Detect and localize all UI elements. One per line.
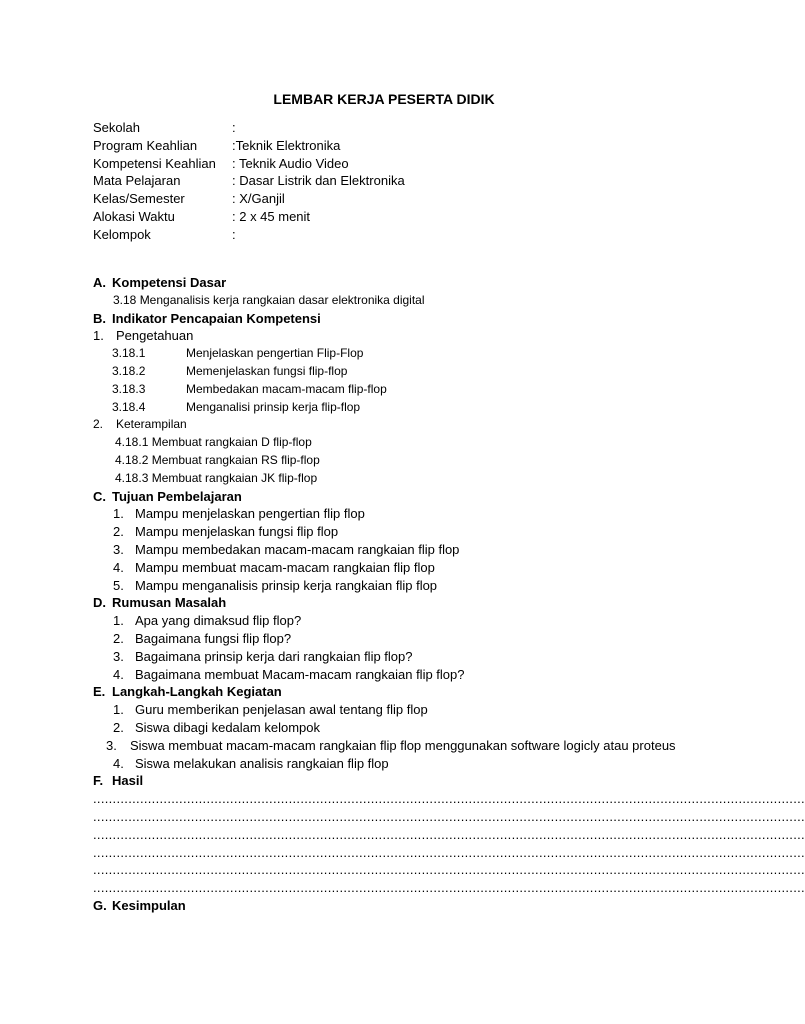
info-row [93, 119, 405, 137]
answer-line[interactable]: ...................................................................................................................................................................................... [93, 844, 805, 860]
list-item: 4. Siswa melakukan analisis rangkaian flip flop [113, 755, 389, 771]
answer-line[interactable]: ...................................................................................................................................................................................... [93, 791, 805, 807]
worksheet-body [93, 274, 805, 915]
info-value: : Teknik Audio Video [232, 155, 349, 171]
section-heading-g: G. Kesimpulan [93, 897, 186, 913]
info-row [93, 137, 405, 155]
info-table [93, 119, 405, 244]
info-value: :Teknik Elektronika [232, 137, 341, 153]
indikator-item: 3.18.3 Membedakan macam-macam flip-flop [112, 381, 387, 396]
list-item: 4. Mampu membuat macam-macam rangkaian flip flop [113, 559, 435, 575]
indikator-item: 3.18.4 Menganalisi prinsip kerja flip-flop [112, 399, 361, 414]
answer-line[interactable]: ...................................................................................................................................................................................... [93, 826, 805, 842]
info-value: : [232, 120, 236, 135]
answer-line[interactable]: ...................................................................................................................................................................................... [93, 880, 805, 896]
keterampilan-item: 4.18.3 Membuat rangkaian JK flip-flop [115, 470, 318, 485]
indikator-item: 3.18.2 Memenjelaskan fungsi flip-flop [112, 363, 348, 378]
section-heading-a: A. Kompetensi Dasar [93, 275, 227, 290]
keterampilan-heading: 2. Keterampilan [93, 417, 187, 432]
list-item: 3. Bagaimana prinsip kerja dari rangkaian flip flop? [113, 648, 413, 664]
info-value: : 2 x 45 menit [232, 208, 311, 224]
info-label: Alokasi Waktu [93, 208, 175, 224]
list-item: 1. Apa yang dimaksud flip flop? [113, 613, 302, 629]
kompetensi-dasar-item: 3.18 Menganalisis kerja rangkaian dasar elektronika digital [113, 292, 425, 307]
info-label: Kelompok [93, 226, 151, 242]
section-heading-c: C. Tujuan Pembelajaran [93, 488, 242, 504]
info-value: : [232, 226, 236, 242]
list-item: 1. Guru memberikan penjelasan awal tentang flip flop [113, 702, 428, 718]
info-label: Kompetensi Keahlian [93, 155, 216, 171]
answer-line[interactable]: ...................................................................................................................................................................................... [93, 808, 805, 824]
list-item: 2. Mampu menjelaskan fungsi flip flop [113, 524, 339, 540]
info-row [93, 190, 405, 208]
section-heading-f: F. Hasil [93, 773, 144, 789]
list-item: 2. Bagaimana fungsi flip flop? [113, 630, 292, 646]
section-heading-b: B. Indikator Pencapaian Kompetensi [93, 310, 321, 326]
list-item: 1. Mampu menjelaskan pengertian flip flop [113, 506, 365, 522]
info-label: Kelas/Semester [93, 191, 185, 207]
info-row [93, 155, 405, 173]
list-item: 4. Bagaimana membuat Macam-macam rangkaian flip flop? [113, 666, 465, 682]
list-item: 2. Siswa dibagi kedalam kelompok [113, 719, 320, 735]
info-row [93, 208, 405, 226]
info-label: Program Keahlian [93, 137, 198, 153]
info-label: Sekolah [93, 120, 140, 135]
page-title: LEMBAR KERJA PESERTA DIDIK [273, 91, 495, 107]
answer-line[interactable]: ...................................................................................................................................................................................... [93, 862, 805, 878]
pengetahuan-heading: 1. Pengetahuan [93, 328, 194, 344]
info-row [93, 226, 405, 244]
list-item: 5. Mampu menganalisis prinsip kerja rangkaian flip flop [113, 577, 438, 593]
list-item: 3. Siswa membuat macam-macam rangkaian flip flop menggunakan software logicly atau proteus [106, 737, 676, 753]
info-value: : Dasar Listrik dan Elektronika [232, 173, 405, 189]
list-item: 3. Mampu membedakan macam-macam rangkaian flip flop [113, 541, 460, 557]
info-row [93, 172, 405, 190]
keterampilan-item: 4.18.1 Membuat rangkaian D flip-flop [115, 435, 312, 450]
section-heading-d: D. Rumusan Masalah [93, 595, 227, 611]
info-value: : X/Ganjil [232, 191, 285, 207]
keterampilan-item: 4.18.2 Membuat rangkaian RS flip-flop [115, 452, 320, 467]
info-label: Mata Pelajaran [93, 173, 181, 189]
section-heading-e: E. Langkah-Langkah Kegiatan [93, 684, 282, 700]
indikator-item: 3.18.1 Menjelaskan pengertian Flip-Flop [112, 346, 364, 361]
